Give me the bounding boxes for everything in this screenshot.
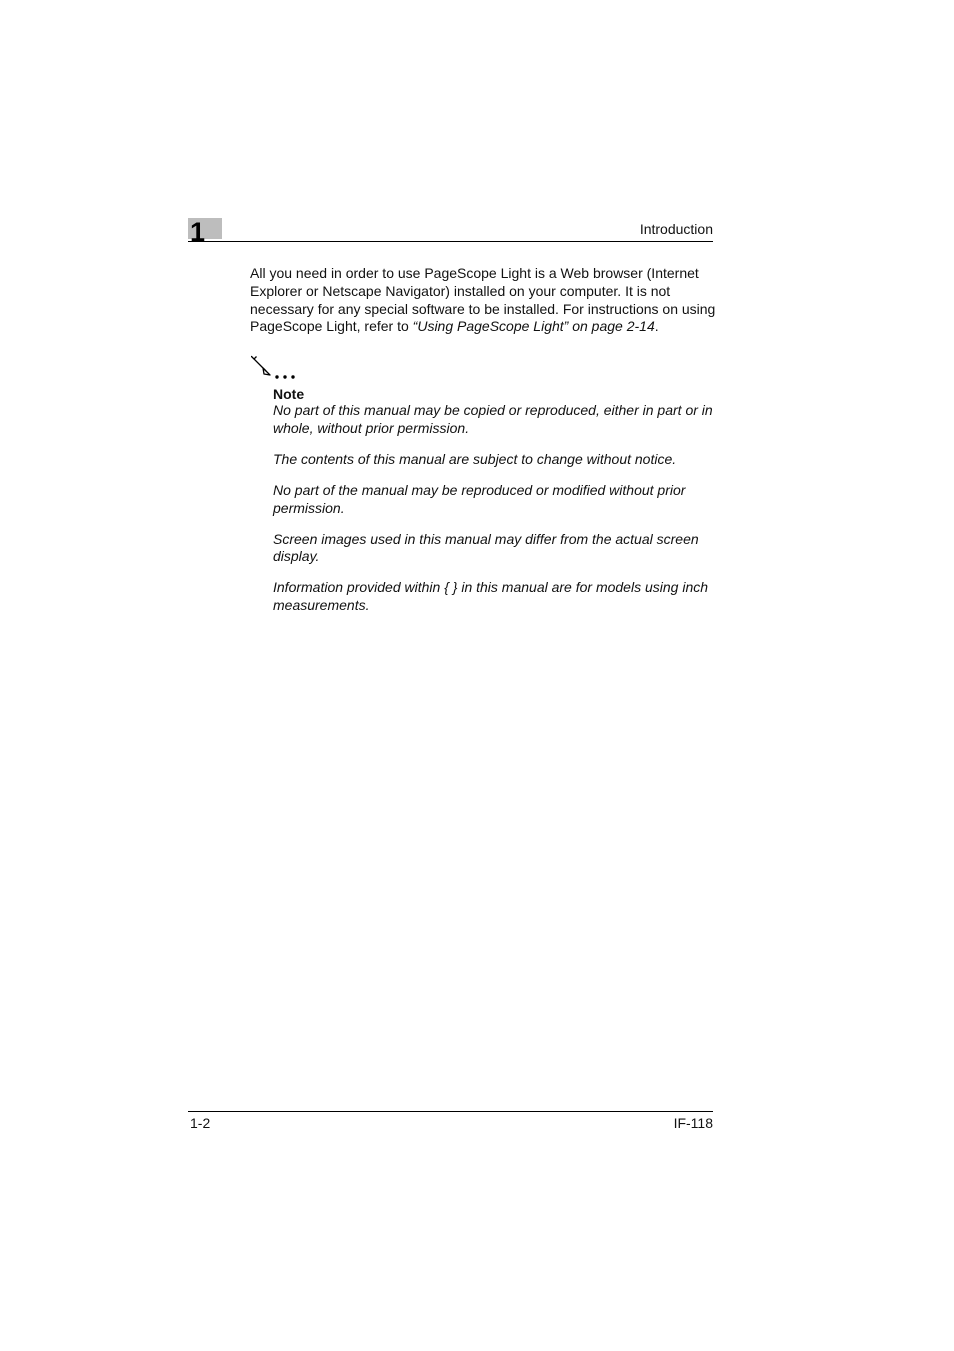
chapter-number: 1	[190, 217, 206, 247]
pencil-note-icon	[251, 355, 301, 383]
note-heading: Note	[273, 386, 305, 402]
header-rule	[188, 241, 713, 242]
note-item: Information provided within { } in this manual are for models using inch measurements.	[273, 579, 709, 614]
note-item: Screen images used in this manual may differ from the actual screen display.	[273, 530, 699, 565]
note-list	[273, 402, 717, 628]
footer-rule	[188, 1111, 713, 1112]
intro-period: .	[654, 318, 659, 335]
model-name: IF-118	[673, 1115, 713, 1131]
note-item: No part of this manual may be copied or reproduced, either in part or in whole, without prior permission.	[273, 402, 713, 436]
note-item: No part of the manual may be reproduced or modified without prior permission.	[273, 481, 686, 516]
intro-paragraph	[250, 265, 716, 336]
intro-text: All you need in order to use PageScope Light is a Web browser (Internet Explorer or Netscape Navigator) installed on your computer. It is not necessary for any special software to be installed. For instructions on using PageScope Light, refer to	[250, 265, 716, 335]
note-item: The contents of this manual are subject to change without notice.	[273, 450, 677, 467]
section-title: Introduction	[639, 221, 713, 237]
cross-reference-link[interactable]: “Using PageScope Light” on page 2-14	[412, 318, 655, 335]
page-number: 1-2	[190, 1115, 211, 1131]
